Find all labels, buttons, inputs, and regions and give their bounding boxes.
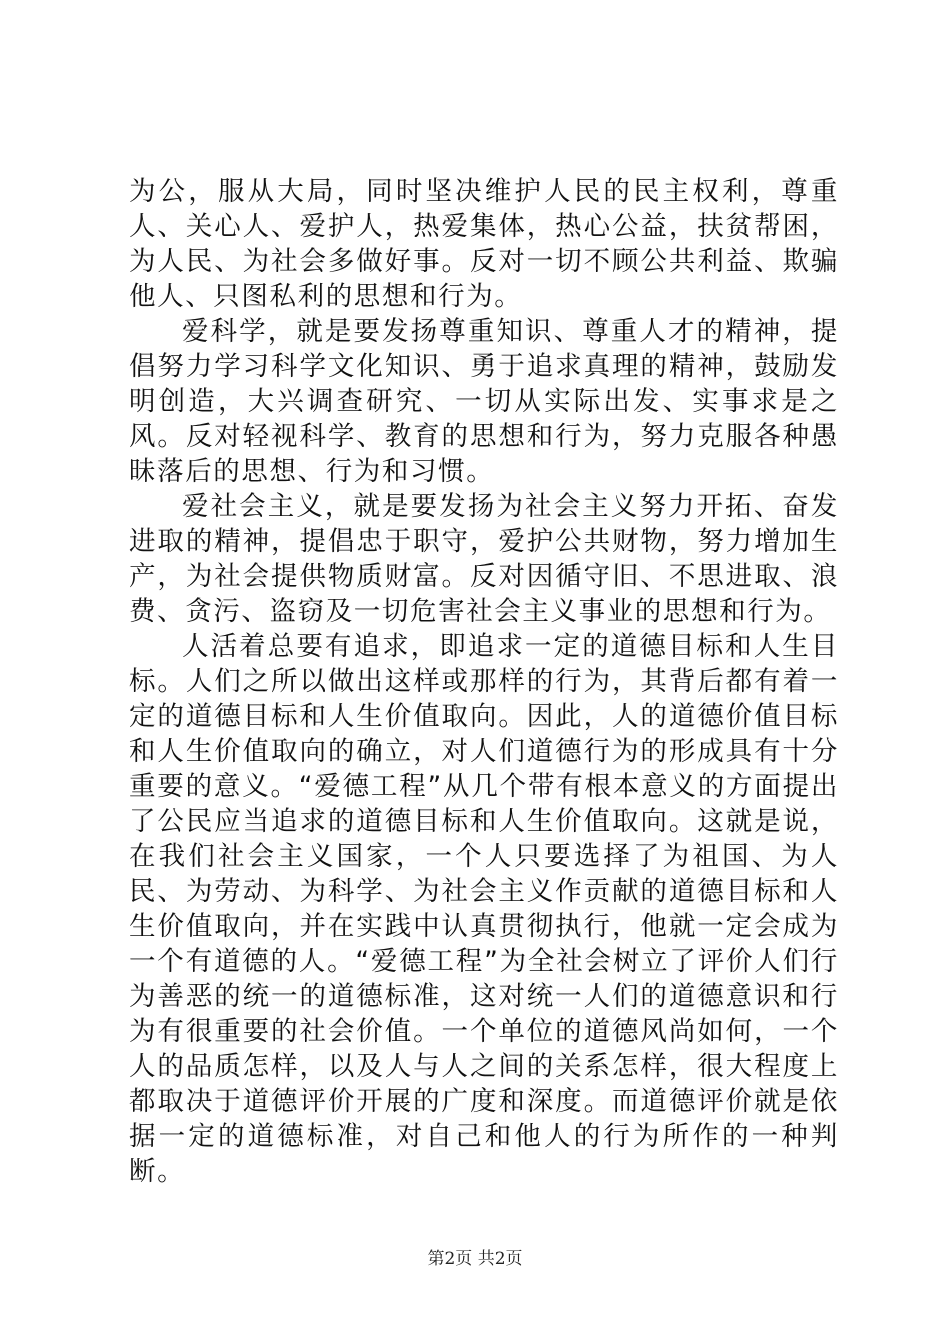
page-footer: 第2页 共2页 [427, 1249, 523, 1269]
paragraph-continuation: 为公，服从大局，同时坚决维护人民的民主权利，尊重人、关心人、爱护人，热爱集体，热心公益，扶贫帮困，为人民、为社会多做好事。反对一切不顾公共利益、欺骗他人、只图私利的思想和行为。 [129, 176, 839, 312]
document-body [129, 174, 839, 1189]
paragraph-moral-goals: 人活着总要有追求，即追求一定的道德目标和人生目标。人们之所以做出这样或那样的行为，其背后都有着一定的道德目标和人生价值取向。因此，人的道德价值目标和人生价值取向的确立，对人们道德行为的形成具有十分重要的意义。“爱德工程”从几个带有根本意义的方面提出了公民应当追求的道德目标和人生价值取向。这就是说，在我们社会主义国家，一个人只要选择了为祖国、为人民、为劳动、为科学、为社会主义作贡献的道德目标和人生价值取向，并在实践中认真贯彻执行，他就一定会成为一个有道德的人。“爱德工程”为全社会树立了评价人们行为善恶的统一的道德标准，这对统一人们的道德意识和行为有很重要的社会价值。一个单位的道德风尚如何，一个人的品质怎样，以及人与人之间的关系怎样，很大程度上都取决于道德评价开展的广度和深度。而道德评价就是依据一定的道德标准，对自己和他人的行为所作的一种判断。 [129, 631, 839, 1187]
paragraph-love-science: 爱科学，就是要发扬尊重知识、尊重人才的精神，提倡努力学习科学文化知识、勇于追求真理的精神，鼓励发明创造，大兴调查研究、一切从实际出发、实事求是之风。反对轻视科学、教育的思想和行为，努力克服各种愚昧落后的思想、行为和习惯。 [129, 316, 839, 487]
paragraph-love-socialism: 爱社会主义，就是要发扬为社会主义努力开拓、奋发进取的精神，提倡忠于职守，爱护公共财物，努力增加生产，为社会提供物质财富。反对因循守旧、不思进取、浪费、贪污、盗窃及一切危害社会主义事业的思想和行为。 [129, 491, 839, 627]
